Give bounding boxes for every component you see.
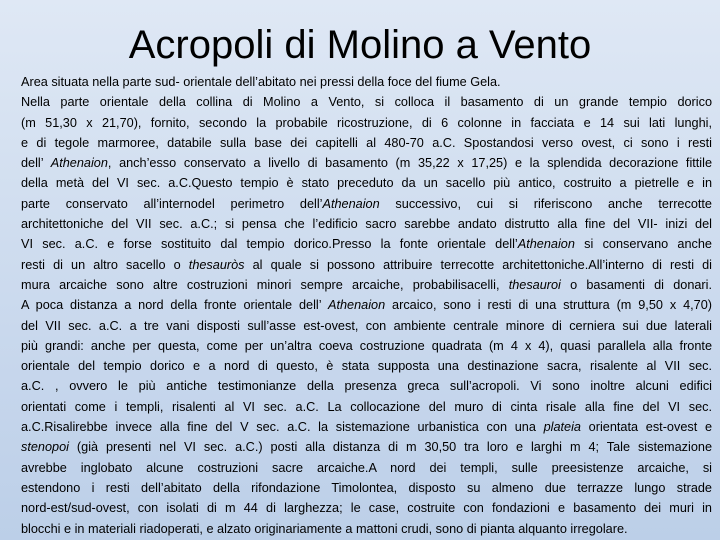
text-segment: (già presenti nel VI sec. a.C.) posti alla distanza di m 30,50 tra loro e larghi m 4; Tale sistemazione	[68, 440, 712, 455]
body-line	[21, 295, 712, 315]
slide-title: Acropoli di Molino a Vento	[128, 23, 592, 67]
italic-term: thesauroi	[508, 277, 561, 292]
text-segment: parte conservato all’internodel perimetro dell’	[21, 196, 323, 211]
italic-term: Athenaion	[322, 196, 380, 211]
body-line: e di tegole marmoree, databile sulla base dei capitelli al 480-70 a.C. Spostandosi verso ovest, ci sono i resti	[21, 135, 712, 150]
body-line: più grandi: anche per questa, come per un’altra coeva costruzione quadrata (m 4 x 4), quasi parallela alla fronte	[21, 338, 712, 353]
text-segment: si conservano anche	[574, 237, 712, 252]
body-line: del VII sec. a.C. a tre vani disposti sull’asse est-ovest, con ambiente centrale minore di cerniera sui due laterali	[21, 318, 712, 333]
body-line	[21, 275, 712, 295]
italic-term: Athenaion	[328, 298, 386, 313]
text-segment: orientata est-ovest e	[580, 420, 712, 435]
italic-term: Athenaion	[517, 237, 575, 252]
text-segment: dell’	[21, 156, 51, 171]
body-line: estendono i resti dell’abitato della rifondazione Timolontea, disposto su almeno due terrazze lungo strade	[21, 480, 712, 495]
text-segment: VI sec. a.C. e forse sostituito dal tempio dorico.Presso la fonte orientale dell’	[21, 237, 518, 252]
text-segment: al quale si possono attribuire terrecotte architettoniche.All’interno di resti di	[244, 257, 712, 272]
italic-term: plateia	[543, 420, 581, 435]
italic-term: thesauròs	[188, 257, 245, 272]
body-line	[21, 153, 712, 173]
body-line	[21, 255, 712, 275]
body-line	[21, 234, 712, 254]
text-segment: , anch’esso conservato a livello di basamento (m 35,22 x 17,25) e la splendida decorazione fittile	[107, 156, 713, 171]
text-segment: successivo, cui si riferiscono anche terrecotte	[379, 196, 712, 211]
text-segment: a.C.Risalirebbe invece alla fine del V sec. a.C. la sistemazione urbanistica con una	[21, 420, 544, 435]
body-line	[21, 194, 712, 214]
body-line: architettoniche del VII sec. a.C.; si pensa che l’edificio sacro sarebbe andato distrutto alla fine del VII- inizi del	[21, 217, 712, 232]
body-text	[21, 72, 712, 539]
text-segment: arcaico, sono i resti di una struttura (m 9,50 x 4,70)	[385, 298, 712, 313]
text-segment: o basamenti di donari.	[560, 277, 712, 292]
italic-term: Athenaion	[50, 156, 108, 171]
body-line	[21, 417, 712, 437]
body-line	[21, 437, 712, 457]
body-line: orientati come i templi, risalenti al VI sec. a.C. La collocazione del muro di cinta risale alla fine del VI sec.	[21, 399, 712, 414]
text-segment: resti di un altro sacello o	[21, 257, 189, 272]
body-line: della metà del VI sec. a.C.Questo tempio è stato preceduto da un sacello più antico, costruito a pietrelle e in	[21, 176, 712, 191]
body-line: nord-est/sud-ovest, con isolati di m 44 di larghezza; le case, costruite con fondazioni e basamento dei muri in	[21, 501, 712, 516]
body-line: Area situata nella parte sud- orientale dell’abitato nei pressi della foce del fiume Gela.	[21, 75, 501, 89]
text-segment: mura arcaiche sono altre costruzioni minori sempre arcaiche, probabilisacelli,	[21, 277, 509, 292]
body-line: blocchi e in materiali riadoperati, e alzato originariamente a mattoni crudi, sono di pianta alquanto irregolare.	[21, 521, 628, 536]
italic-term: stenopoi	[21, 440, 69, 455]
body-line: (m 51,30 x 21,70), fornito, secondo la probabile ricostruzione, di 6 colonne in facciata e 14 sui lati lunghi,	[21, 115, 712, 130]
text-segment: A poca distanza a nord della fronte orientale dell’	[21, 298, 328, 313]
body-line: avrebbe inglobato alcune costruzioni sacre arcaiche.A nord dei templi, sulle preesistenze arcaiche, si	[21, 460, 712, 475]
body-line: orientale del tempio dorico e a nord di questo, è stata supposta una destinazione sacra, risalente al VII sec.	[21, 359, 712, 374]
body-line: Nella parte orientale della collina di Molino a Vento, si colloca il basamento di un grande tempio dorico	[21, 95, 712, 110]
body-line: a.C. , ovvero le più antiche testimonianze della presenza greca sull’acropoli. Vi sono inoltre alcuni edifici	[21, 379, 712, 394]
